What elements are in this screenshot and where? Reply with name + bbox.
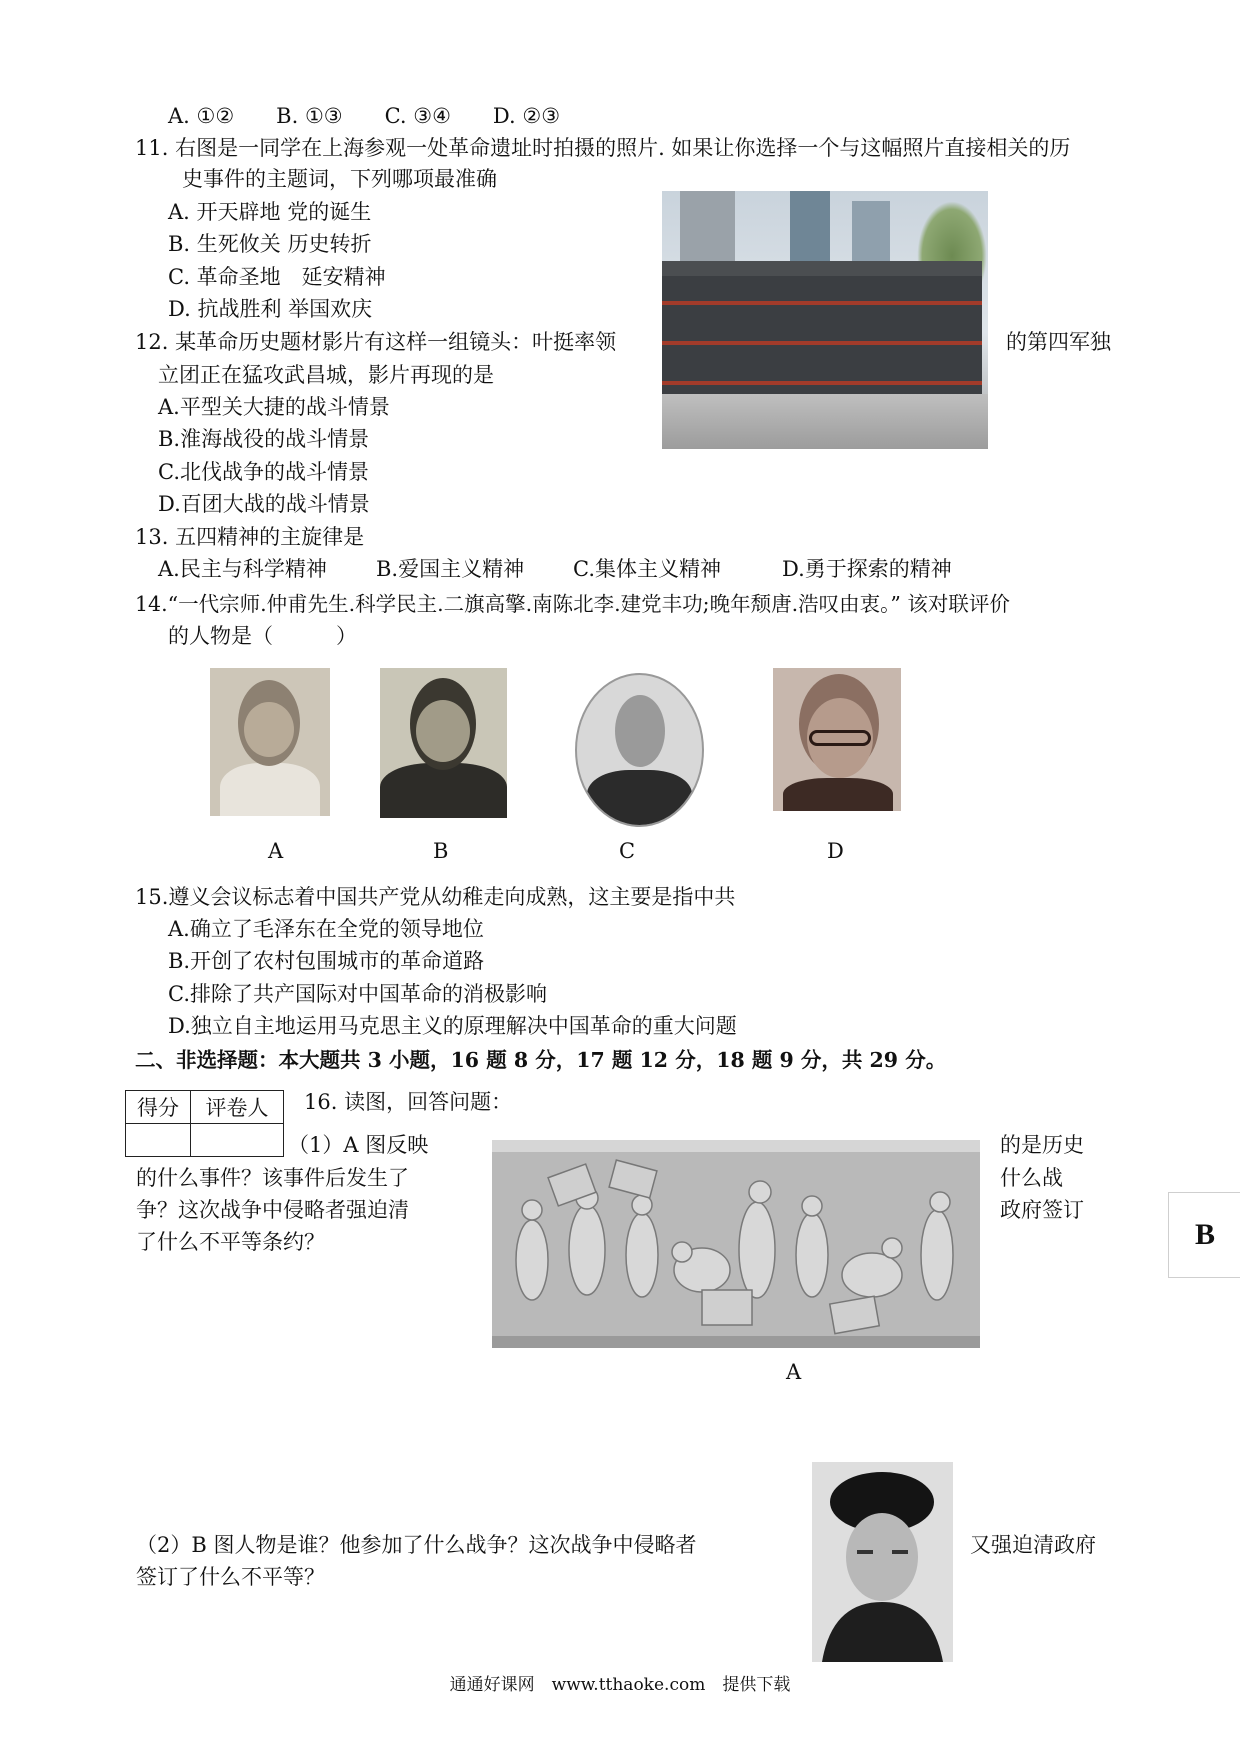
q15-option-c: C.排除了共产国际对中国革命的消极影响: [168, 982, 547, 1006]
q16-p1-line2-right: 什么战: [1000, 1166, 1063, 1190]
q15-option-a: A.确立了毛泽东在全党的领导地位: [168, 917, 484, 941]
q11-option-d: D. 抗战胜利 举国欢庆: [168, 297, 373, 321]
q16-p2-line1-left: （2）B 图人物是谁？他参加了什么战争？这次战争中侵略者: [136, 1533, 697, 1557]
q16-p1-line2-left: 的什么事件？该事件后发生了: [136, 1166, 409, 1190]
version-tab: B: [1168, 1192, 1240, 1278]
grader-cell[interactable]: [191, 1124, 284, 1157]
q15-stem: 15.遵义会议标志着中国共产党从幼稚走向成熟，这主要是指中共: [135, 885, 736, 909]
q11-option-b: B. 生死攸关 历史转折: [168, 232, 372, 256]
q12-option-b: B.淮海战役的战斗情景: [158, 427, 370, 451]
q13-option-d: D.勇于探索的精神: [782, 557, 952, 581]
footer: 通通好课网 www.tthaoke.com 提供下载: [449, 1675, 791, 1695]
q16-p1-line1-left: （1）A 图反映: [288, 1133, 429, 1157]
q16-p1-line1-right: 的是历史: [1000, 1133, 1084, 1157]
q13-option-c: C.集体主义精神: [573, 557, 721, 581]
revolution-site-photo: [662, 191, 988, 449]
q15-option-b: B.开创了农村包围城市的革命道路: [168, 949, 485, 973]
q12-option-a: A.平型关大捷的战斗情景: [158, 395, 390, 419]
q16-p1-line4: 了什么不平等条约？: [136, 1230, 325, 1254]
portrait-label-d: D: [827, 839, 844, 863]
q11-option-a: A. 开天辟地 党的诞生: [168, 200, 372, 224]
q16-stem: 16. 读图，回答问题：: [304, 1090, 513, 1114]
portrait-b: [380, 668, 507, 818]
q11-stem-line1: 11. 右图是一同学在上海参观一处革命遗址时拍摄的照片. 如果让你选择一个与这幅照片直接相关的历: [135, 136, 1071, 160]
portrait-c: [565, 668, 710, 828]
q14-stem-line2: 的人物是（ ）: [168, 624, 357, 648]
relief-image-a: [492, 1140, 980, 1348]
q13-option-b: B.爱国主义精神: [376, 557, 525, 581]
q16-p2-line1-right: 又强迫清政府: [970, 1533, 1096, 1557]
q11-option-c: C. 革命圣地 延安精神: [168, 265, 386, 289]
grader-header: 评卷人: [191, 1091, 284, 1124]
q13-option-a: A.民主与科学精神: [158, 557, 327, 581]
q16-p1-line3-right: 政府签订: [1000, 1198, 1084, 1222]
relief-label-a: A: [786, 1360, 802, 1384]
q16-p2-line2: 签订了什么不平等？: [136, 1565, 325, 1589]
q14-stem-line1: 14.“一代宗师.仲甫先生.科学民主.二旗高擎.南陈北李.建党丰功;晚年颓唐.浩叹由衷。” 该对联评价: [135, 592, 1010, 616]
portrait-figure-b: [812, 1462, 953, 1662]
q11-stem-line2: 史事件的主题词，下列哪项最准确: [182, 167, 497, 191]
score-table: [125, 1090, 284, 1157]
q12-stem-line2: 立团正在猛攻武昌城，影片再现的是: [158, 363, 494, 387]
q10-options: A. ①② B. ①③ C. ③④ D. ②③: [168, 104, 561, 128]
portrait-label-c: C: [619, 839, 636, 863]
q12-stem-line1-left: 12. 某革命历史题材影片有这样一组镜头：叶挺率领: [135, 330, 617, 354]
score-cell[interactable]: [126, 1124, 191, 1157]
portrait-label-b: B: [433, 839, 449, 863]
q16-p1-line3-left: 争？这次战争中侵略者强迫清: [136, 1198, 409, 1222]
q13-stem: 13. 五四精神的主旋律是: [135, 525, 365, 549]
q15-option-d: D.独立自主地运用马克思主义的原理解决中国革命的重大问题: [168, 1014, 737, 1038]
portrait-a: [210, 668, 330, 816]
portrait-d: [773, 668, 901, 811]
q12-option-c: C.北伐战争的战斗情景: [158, 460, 369, 484]
portrait-label-a: A: [268, 839, 284, 863]
section2-heading: 二、非选择题：本大题共 3 小题，16 题 8 分，17 题 12 分，18 题 9 分，共 29 分。: [135, 1048, 947, 1072]
score-header: 得分: [126, 1091, 191, 1124]
q12-option-d: D.百团大战的战斗情景: [158, 492, 370, 516]
q12-stem-line1-right: 的第四军独: [1006, 330, 1111, 354]
